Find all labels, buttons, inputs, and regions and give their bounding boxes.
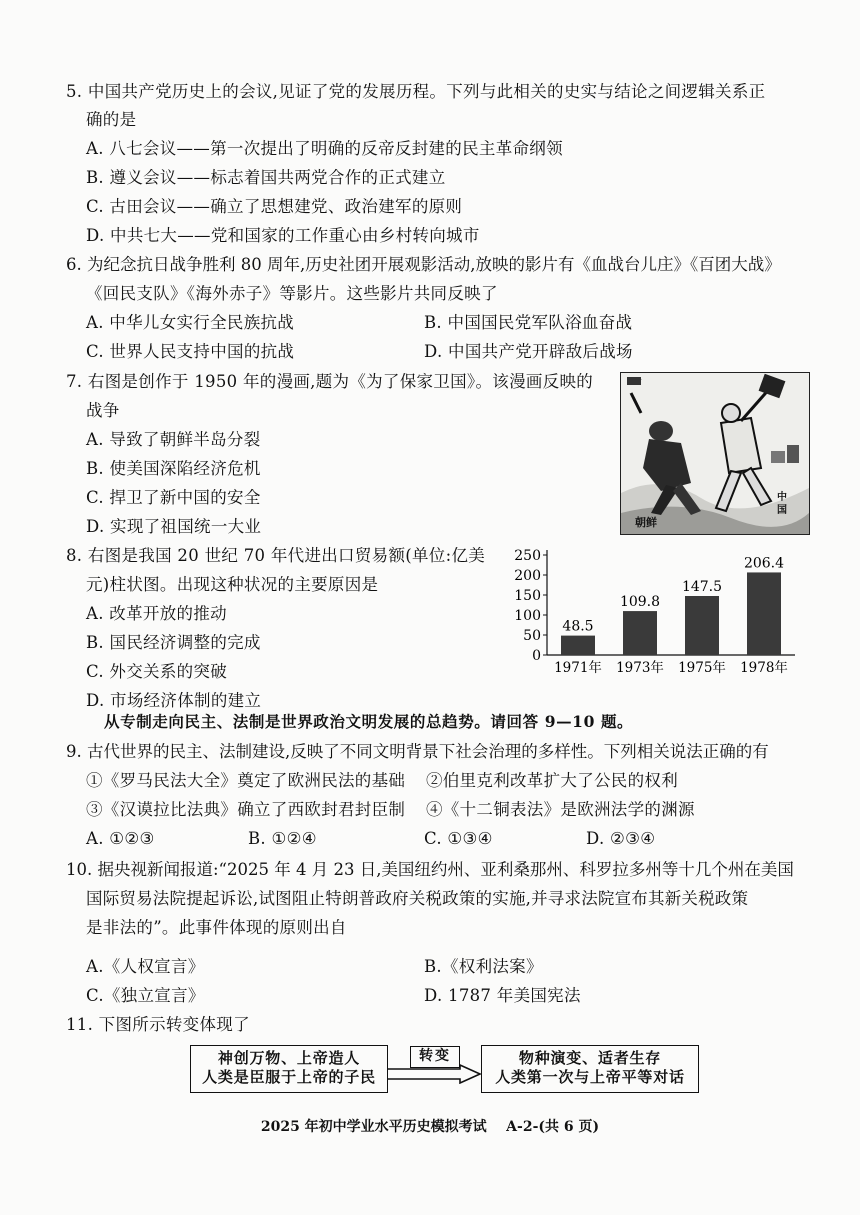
diagram-arrow-icon (388, 1064, 482, 1084)
q10-option-c: C.《独立宣言》 (86, 986, 205, 1005)
q5-option-c: C. 古田会议——确立了思想建党、政治建军的原则 (86, 197, 463, 216)
y-tick-label: 150 (514, 588, 541, 604)
q10-stem-line1: 10. 据央视新闻报道:“2025 年 4 月 23 日,美国纽约州、亚利桑那州、科罗拉多州等十几个州在美国 (66, 860, 794, 879)
trade-bar-chart (505, 540, 805, 680)
y-tick-label: 250 (514, 548, 541, 564)
q6-option-c: C. 世界人民支持中国的抗战 (86, 342, 295, 361)
q6-option-a: A. 中华儿女实行全民族抗战 (86, 313, 295, 332)
q10-option-d: D. 1787 年美国宪法 (424, 986, 581, 1005)
q7-stem-line2: 战争 (86, 401, 120, 420)
q7-option-d: D. 实现了祖国统一大业 (86, 517, 262, 536)
bar (561, 636, 595, 655)
bar (685, 596, 719, 655)
diagram-before-line2: 人类是臣服于上帝的子民 (202, 1068, 376, 1086)
q6-option-b: B. 中国国民党军队浴血奋战 (424, 313, 633, 332)
cartoon-label-china: 中国 (777, 492, 787, 516)
q9-statement-4: ④《十二铜表法》是欧洲法学的渊源 (426, 800, 695, 819)
q9-option-b: B. ①②④ (248, 829, 317, 848)
cartoon-image (620, 372, 810, 535)
x-category-label: 1973年 (616, 660, 664, 676)
q5-option-d: D. 中共七大——党和国家的工作重心由乡村转向城市 (86, 226, 480, 245)
chart-svg (505, 540, 805, 680)
bar (623, 611, 657, 655)
diagram-box-before (190, 1045, 388, 1093)
q9-option-d: D. ②③④ (586, 829, 656, 848)
section-intro: 从专制走向民主、法制是世界政治文明发展的总趋势。请回答 9—10 题。 (104, 712, 634, 731)
q9-option-a: A. ①②③ (86, 829, 155, 848)
diagram-box-after (481, 1045, 699, 1093)
q9-statement-3: ③《汉谟拉比法典》确立了西欧封君封臣制 (86, 800, 406, 819)
q5-option-b: B. 遵义会议——标志着国共两党合作的正式建立 (86, 168, 446, 187)
x-category-label: 1971年 (554, 660, 602, 676)
q6-stem-line1: 6. 为纪念抗日战争胜利 80 周年,历史社团开展观影活动,放映的影片有《血战台儿庄》《百团大战》 (66, 255, 781, 274)
cartoon-label-korea: 朝鲜 (635, 516, 657, 529)
bar-value-label: 147.5 (681, 579, 723, 595)
q7-stem-line1: 7. 右图是创作于 1950 年的漫画,题为《为了保家卫国》。该漫画反映的 (66, 372, 594, 391)
q8-option-d: D. 市场经济体制的建立 (86, 691, 262, 710)
q5-stem-line2: 确的是 (86, 110, 137, 129)
q6-stem-line2: 《回民支队》《海外赤子》等影片。这些影片共同反映了 (86, 284, 498, 303)
q9-statement-1: ①《罗马民法大全》奠定了欧洲民法的基础 (86, 771, 406, 790)
bar-value-label: 48.5 (562, 618, 594, 635)
q10-option-b: B.《权利法案》 (424, 957, 543, 976)
q9-stem: 9. 古代世界的民主、法制建设,反映了不同文明背景下社会治理的多样性。下列相关说法正确的有 (66, 742, 769, 761)
x-category-label: 1975年 (678, 660, 726, 676)
q5-stem-line1: 5. 中国共产党历史上的会议,见证了党的发展历程。下列与此相关的史实与结论之间逻辑关系正 (66, 82, 766, 101)
y-tick-label: 0 (532, 648, 541, 664)
y-tick-label: 50 (523, 628, 541, 644)
q7-option-b: B. 使美国深陷经济危机 (86, 459, 261, 478)
diagram-after-line1: 物种演变、适者生存 (518, 1049, 662, 1067)
q8-option-c: C. 外交关系的突破 (86, 662, 228, 681)
q10-stem-line3: 是非法的”。此事件体现的原则出自 (86, 918, 347, 937)
bar (747, 572, 781, 655)
q6-option-d: D. 中国共产党开辟敌后战场 (424, 342, 633, 361)
q8-stem-line2: 元)柱状图。出现这种状况的主要原因是 (86, 575, 379, 594)
q11-stem: 11. 下图所示转变体现了 (66, 1015, 250, 1034)
q9-statement-2: ②伯里克利改革扩大了公民的权利 (426, 771, 678, 790)
q5-option-a: A. 八七会议——第一次提出了明确的反帝反封建的民主革命纲领 (86, 139, 563, 158)
q9-option-c: C. ①③④ (424, 829, 493, 848)
bar-value-label: 206.4 (743, 555, 785, 572)
q7-option-c: C. 捍卫了新中国的安全 (86, 488, 261, 507)
diagram-after-line2: 人类第一次与上帝平等对话 (495, 1068, 685, 1086)
q7-option-a: A. 导致了朝鲜半岛分裂 (86, 430, 261, 449)
y-tick-label: 100 (514, 608, 541, 624)
bar-value-label: 109.8 (619, 594, 661, 611)
q8-option-a: A. 改革开放的推动 (86, 604, 227, 623)
page-footer: 2025 年初中学业水平历史模拟考试 A-2-(共 6 页) (260, 1119, 600, 1135)
x-category-label: 1978年 (740, 660, 788, 676)
q8-option-b: B. 国民经济调整的完成 (86, 633, 261, 652)
diagram-before-line1: 神创万物、上帝造人 (217, 1049, 361, 1067)
q8-stem-line1: 8. 右图是我国 20 世纪 70 年代进出口贸易额(单位:亿美 (66, 546, 486, 565)
q10-option-a: A.《人权宣言》 (86, 957, 205, 976)
y-tick-label: 200 (514, 568, 541, 584)
q10-stem-line2: 国际贸易法院提起诉讼,试图阻止特朗普政府关税政策的实施,并寻求法院宣布其新关税政策 (86, 889, 749, 908)
diagram-arrow-label: 转变 (410, 1046, 460, 1068)
